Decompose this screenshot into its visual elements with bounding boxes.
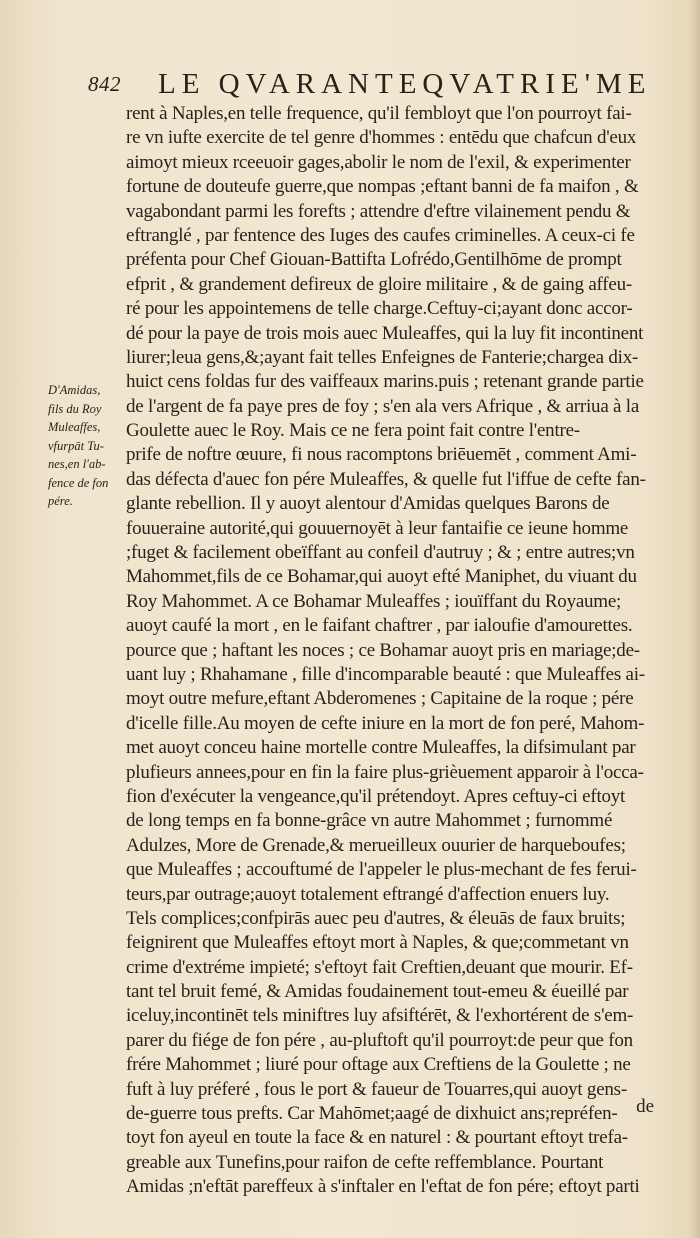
text-line: préfenta pour Chef Giouan-Battifta Lofrédo,Gentilhōme de prompt: [126, 249, 622, 271]
margin-note: [48, 381, 128, 511]
text-line: de l'argent de fa paye pres de foy ; s'en ala vers Afrique , & arriua à la: [126, 395, 640, 417]
text-line: ré pour les appointemens de telle charge.Ceftuy-ci;ayant donc accor-: [126, 298, 633, 320]
page-number: 842: [88, 72, 121, 96]
margin-note-line: fence de fon: [48, 475, 109, 490]
page-edge-shadow: [688, 0, 700, 1238]
margin-note-line: fils du Roy: [48, 401, 102, 416]
text-line: frére Mahommet ; liuré pour oftage aux Creftiens de la Goulette ; ne: [126, 1054, 631, 1076]
text-line: Tels complices;confpirās auec peu d'autres, & éleuās de faux bruits;: [126, 907, 626, 929]
text-line: das défecta d'auec fon pére Muleaffes, & quelle fut l'iffue de cefte fan-: [126, 468, 646, 490]
text-line: d'icelle fille.Au moyen de cefte iniure en la mort de fon peré, Mahom-: [126, 712, 645, 734]
text-line: prife de noftre œuure, fi nous racomptons briēuemēt , comment Ami-: [126, 444, 637, 466]
text-line: efprit , & grandement defireux de gloire militaire , & de gaing affeu-: [126, 273, 632, 295]
text-line: que Muleaffes ; accouftumé de l'appeler le plus-mechant de fes ferui-: [126, 859, 637, 881]
text-line: plufieurs annees,pour en fin la faire plus-grièuement apparoir à l'occa-: [126, 761, 644, 783]
margin-note-line: pére.: [48, 494, 73, 508]
margin-note-line: vfurpāt Tu-: [48, 438, 104, 453]
text-line: pource que ; haftant les noces ; ce Bohamar auoyt pris en mariage;de-: [126, 639, 640, 661]
text-line: greable aux Tunefins,pour raifon de cefte reffemblance. Pourtant: [126, 1151, 604, 1173]
text-line: huict cens foldas fur des vaiffeaux marins.puis ; retenant grande partie: [126, 371, 644, 393]
text-line: de long temps en fa bonne-grâce vn autre Mahommet ; furnommé: [126, 810, 613, 832]
text-line: fion d'exécuter la vengeance,qu'il prétendoyt. Apres ceftuy-ci eftoyt: [126, 785, 626, 807]
text-line: glante rebellion. Il y auoyt alentour d'Amidas quelques Barons de: [126, 493, 610, 515]
text-line: teurs,par outrage;auoyt totalement eftrangé d'affection enuers luy.: [126, 883, 610, 905]
text-line: ;fuget & facilement obeïffant au confeil d'autruy ; & ; entre autres;vn: [126, 542, 635, 564]
text-line: aimoyt mieux rceeuoir gages,abolir le nom de l'exil, & experimenter: [126, 151, 631, 173]
text-line: rent à Naples,en telle frequence, qu'il fembloyt que l'on pourroyt fai-: [126, 103, 632, 124]
text-line: Mahommet,fils de ce Bohamar,qui auoyt efté Maniphet, du viuant du: [126, 566, 637, 588]
text-line: auoyt caufé la mort , en le faifant chaftrer , par ialoufie d'amourettes.: [126, 615, 633, 637]
text-line: feignirent que Muleaffes eftoyt mort à Naples, & que;commetant vn: [126, 932, 629, 954]
catchword: de: [636, 1096, 654, 1117]
margin-note-line: D'Amidas,: [48, 383, 101, 397]
text-line: crime d'extréme impieté; s'eftoyt fait Creftien,deuant que mourir. Ef-: [126, 956, 633, 978]
text-line: de-guerre tous prefts. Car Mahōmet;aagé de dixhuict ans;repréfen-: [126, 1103, 618, 1125]
text-line: moyt outre mefure,eftant Abderomenes ; Capitaine de la roque ; pére: [126, 688, 634, 710]
text-line: uant luy ; Rhahamane , fille d'incomparable beauté : que Muleaffes ai-: [126, 663, 645, 685]
text-line: fouueraine autorité,qui gouuernoyēt à leur fantaifie ce ieune homme: [126, 517, 629, 539]
text-line: re vn iufte exercite de tel genre d'hommes : entēdu que chafcun d'eux: [126, 127, 637, 149]
text-line: parer du fiége de fon pére , au-pluftoft qu'il pourroyt:de peur que fon: [126, 1029, 633, 1051]
text-line: eftranglé , par fentence des Iuges des caufes criminelles. A ceux-ci fe: [126, 224, 635, 246]
text-line: met auoyt conceu haine mortelle contre Muleaffes, la difsimulant par: [126, 737, 636, 759]
text-line: Adulzes, More de Grenade,& merueilleux ouurier de harqueboufes;: [126, 834, 626, 856]
text-line: Goulette auec le Roy. Mais ce ne fera point fait contre l'entre-: [126, 420, 580, 442]
body-text: [126, 102, 656, 1200]
text-line: tant tel bruit femé, & Amidas foudainement tout-emeu & éueillé par: [126, 981, 629, 1003]
text-line: fortune de douteufe guerre,que nompas ;eftant banni de fa maifon , &: [126, 176, 639, 198]
running-title: LE QVARANTEQVATRIE'ME: [158, 68, 652, 100]
text-line: Amidas ;n'eftāt pareffeux à s'inftaler en l'eftat de fon pére; eftoyt parti: [126, 1176, 640, 1198]
text-line: Roy Mahommet. A ce Bohamar Muleaffes ; iouïffant du Royaume;: [126, 590, 622, 612]
text-line: fuft à luy préferé , fous le port & faueur de Touarres,qui auoyt gens-: [126, 1078, 627, 1100]
text-line: iceluy,incontinēt tels miniftres luy afsiftérēt, & l'exhortérent de s'em-: [126, 1005, 634, 1027]
text-line: liurer;leua gens,&;ayant fait telles Enfeignes de Fanterie;chargea dix-: [126, 346, 639, 368]
text-line: dé pour la paye de trois mois auec Muleaffes, qui la luy fit incontinent: [126, 322, 644, 344]
margin-note-line: nes,en l'ab-: [48, 457, 106, 471]
margin-note-line: Muleaffes,: [48, 420, 101, 434]
text-line: toyt fon ayeul en toute la face & en naturel : & pourtant eftoyt trefa-: [126, 1127, 628, 1149]
text-line: vagabondant parmi les forefts ; attendre d'eftre vilainement pendu &: [126, 200, 631, 222]
page-header: [88, 68, 652, 102]
